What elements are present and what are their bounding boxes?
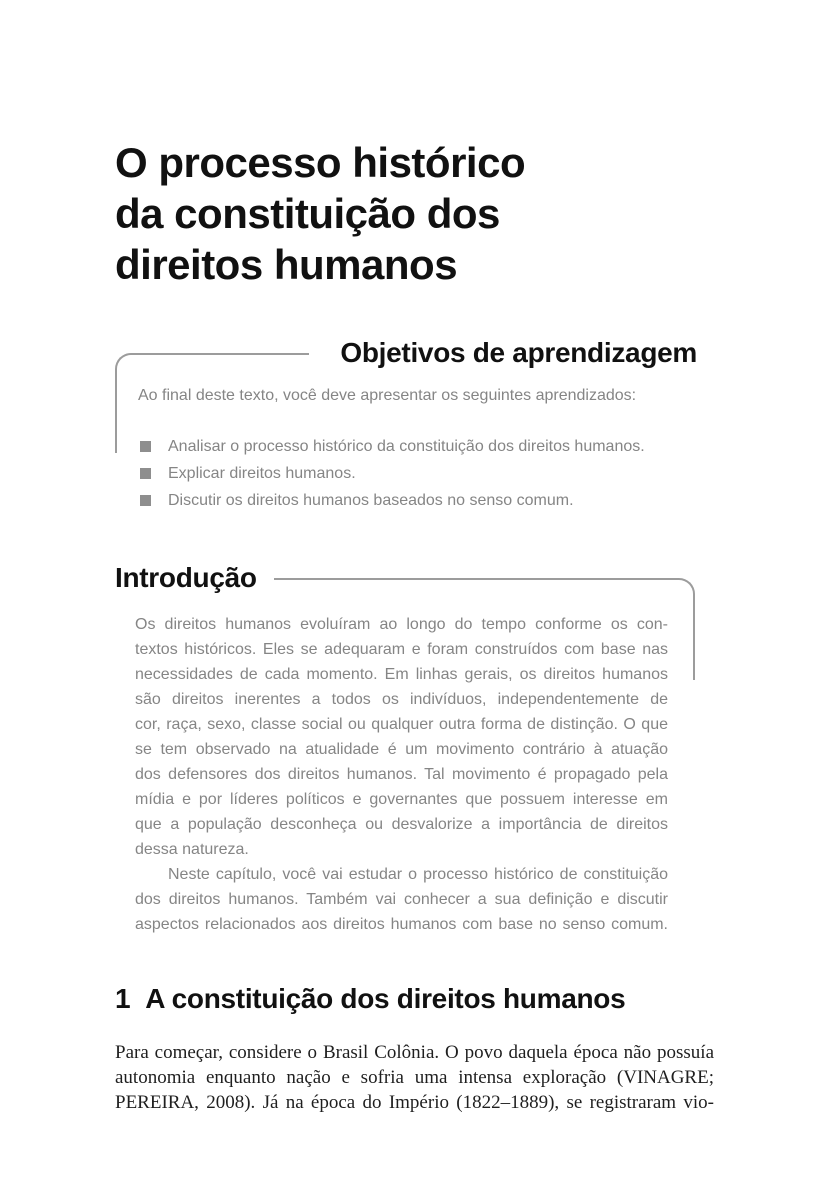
chapter-title-line: direitos humanos (115, 241, 458, 288)
list-item (140, 433, 685, 460)
bullet-text: Discutir os direitos humanos baseados no senso comum. (168, 492, 574, 509)
bullet-text: Analisar o processo histórico da constituição dos direitos humanos. (168, 438, 645, 455)
paragraph-line: que a população desconheça ou desvalorize a importância de direitos (135, 816, 668, 833)
square-bullet-icon (140, 468, 151, 479)
paragraph-line: textos históricos. Eles se adequaram e foram construídos com base nas (135, 641, 668, 658)
objectives-heading: Objetivos de aprendizagem (340, 337, 697, 368)
chapter-title-line: O processo histórico (115, 139, 526, 186)
section-title: A constituição dos direitos humanos (145, 983, 626, 1014)
paragraph-line: Para começar, considere o Brasil Colônia. O povo daquela época não possuía (115, 1042, 714, 1063)
square-bullet-icon (140, 441, 151, 452)
bullet-text: Explicar direitos humanos. (168, 465, 356, 482)
paragraph-line: mídia e por líderes políticos e governantes que possuem interesse em (135, 791, 668, 808)
paragraph-line: necessidades de cada momento. Em linhas gerais, os direitos humanos (135, 666, 668, 683)
paragraph-line: Neste capítulo, você vai estudar o processo histórico de constituição (168, 866, 668, 883)
square-bullet-icon (140, 495, 151, 506)
chapter-title (115, 137, 525, 290)
paragraph-line: Os direitos humanos evoluíram ao longo do tempo conforme os con- (135, 616, 668, 633)
list-item (140, 487, 685, 514)
paragraph-line: dos direitos humanos. Também vai conhecer a sua definição e discutir (135, 891, 668, 908)
paragraph-line: dessa natureza. (135, 841, 249, 858)
list-item (140, 460, 685, 487)
paragraph-line: PEREIRA, 2008). Já na época do Império (1822–1889), se registraram vio- (115, 1092, 714, 1113)
section-number: 1 (115, 983, 131, 1014)
paragraph-line: cor, raça, sexo, classe social ou qualquer outra forma de distinção. O que (135, 716, 668, 733)
paragraph-line: são direitos inerentes a todos os indivíduos, independentemente de (135, 691, 668, 708)
chapter-title-line: da constituição dos (115, 190, 500, 237)
paragraph-line: autonomia enquanto nação e sofria uma intensa exploração (VINAGRE; (115, 1067, 714, 1088)
paragraph-line: aspectos relacionados aos direitos humanos com base no senso comum. (135, 916, 668, 933)
paragraph-line: dos defensores dos direitos humanos. Tal movimento é propagado pela (135, 766, 668, 783)
objectives-intro-text: Ao final deste texto, você deve apresentar os seguintes aprendizados: (138, 387, 637, 404)
introduction-body (135, 612, 668, 937)
objectives-bullet-list (140, 433, 685, 514)
section-1-body (115, 1040, 714, 1115)
introduction-heading: Introdução (115, 562, 257, 593)
paragraph-line: se tem observado na atualidade é um movimento contrário à atuação (135, 741, 668, 758)
section-1-heading (115, 982, 625, 1016)
